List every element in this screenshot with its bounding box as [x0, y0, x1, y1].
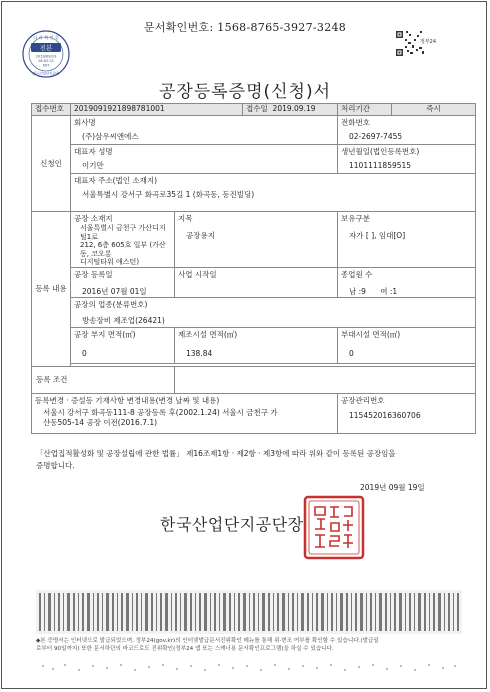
- registration-date-row: [32, 267, 476, 297]
- receipt-date-cell: [243, 104, 338, 116]
- mfg-area-label: 제조시설 면적(㎡): [178, 329, 238, 339]
- industry-label: 공장의 업종(분류번호): [74, 299, 148, 309]
- security-pattern-icon: [40, 660, 460, 674]
- seal-bottom-text: (한국산업단지공단): [32, 71, 60, 76]
- management-number-label: 공장관리번호: [341, 395, 385, 405]
- registration-section-label: 등록 내용: [32, 212, 71, 367]
- seal-code-text: KOT: [42, 63, 50, 68]
- seal-date-text: 2019/09/19: [35, 54, 57, 59]
- gov24-logo-text: 정부24: [420, 39, 437, 45]
- change-history-line: 산동505-14 공장 이전(2016.7.1): [43, 417, 158, 427]
- land-area: 0: [82, 348, 87, 358]
- official-stamp-icon: [303, 495, 365, 560]
- land-category-label: 지목: [178, 214, 193, 223]
- land-area-cell: [71, 327, 175, 363]
- representative-row: [32, 145, 476, 174]
- change-history-line: 서울시 강서구 화곡동111-8 공장등록 후(2002.1.24) 서울시 금천구 가: [43, 407, 278, 417]
- employees-cell: [338, 267, 476, 297]
- business-start-label: 사업 시작일: [178, 269, 217, 279]
- registration-date: 2016년 07월 01일: [82, 286, 147, 296]
- mfg-area-cell: [175, 327, 338, 363]
- representative-label: 대표자 성명: [74, 147, 113, 156]
- changes-label: 등록변경 · 증설등 기재사항 변경내용(변경 날짜 및 내용): [35, 395, 220, 405]
- industry-type: 방송장비 제조업(26421): [82, 315, 165, 325]
- business-start-date: [178, 280, 334, 284]
- ownership-type: 자가 [ ], 임대[O]: [349, 231, 406, 240]
- seal-time-text: 16:02:21: [37, 59, 55, 63]
- receipt-number-label: 접수번호: [32, 104, 71, 116]
- change-history: [35, 406, 334, 428]
- mfg-area: 138.84: [186, 348, 213, 358]
- document-title: 공장등록증명(신청)서: [158, 82, 332, 102]
- verification-footnote: [36, 637, 464, 653]
- employee-count: 남 :9 여 :1: [349, 286, 398, 296]
- address-label: 대표자 주소(법인 소재지): [74, 176, 158, 185]
- employees-label: 종업원 수: [341, 269, 373, 279]
- ownership-label: 보유구분: [341, 214, 370, 223]
- document-confirmation-number: 문서확인번호: 1568-8765-3927-3248: [143, 21, 347, 34]
- receipt-number: 2019091921898781001: [71, 104, 243, 116]
- land-category-cell: [175, 212, 338, 268]
- certification-line: 증명합니다.: [36, 461, 75, 470]
- registration-date-cell: [71, 267, 175, 297]
- issue-date: 2019년 09월 19일: [360, 483, 425, 492]
- changes-row: [32, 393, 476, 433]
- conditions-row: [32, 366, 476, 393]
- industry-cell: [71, 297, 476, 327]
- certification-text: [36, 448, 466, 472]
- address-row: [32, 174, 476, 212]
- factory-address-cell: [71, 212, 175, 268]
- registration-date-label: 공장 등록일: [74, 269, 113, 279]
- representative-cell: [71, 145, 338, 174]
- certification-line: 「산업집적활성화 및 공장설립에 관한 법률」 제16조제1항 · 제2항 · 제3항에 따라 위와 같이 등록된 공장임을: [36, 449, 396, 458]
- receipt-date-label: 접수일: [246, 104, 268, 113]
- receipt-date: 2019.09.19: [272, 104, 316, 113]
- factory-address-label: 공장 소재지: [74, 214, 113, 223]
- factory-address-line: 서울특별시 금천구 가산디지털1로: [80, 224, 166, 241]
- phone-label: 전화번호: [341, 118, 370, 127]
- company-name: (주)삼우씨앤에스: [82, 132, 139, 141]
- conditions-value: [175, 366, 476, 393]
- aux-area-label: 부대시설 면적(㎡): [341, 329, 401, 339]
- seal-top-text: 나 라 혁 인 증: [33, 35, 59, 40]
- land-area-label: 공장 부지 면적(㎡): [74, 329, 136, 339]
- registration-form-table: [31, 103, 476, 434]
- birth-number: 1101111859515: [349, 161, 412, 170]
- area-row: [32, 327, 476, 363]
- applicant-section-label: 신청인: [32, 116, 71, 212]
- receipt-row: [32, 104, 476, 116]
- changes-cell: [32, 393, 338, 433]
- company-row: [32, 116, 476, 145]
- industry-row: [32, 297, 476, 327]
- representative-address: 서울특별시 강서구 화곡로35길 1 (화곡동, 동진빌딩): [82, 190, 255, 199]
- birth-cell: [338, 145, 476, 174]
- phone-cell: [338, 116, 476, 145]
- gov24-qr-icon: [396, 27, 438, 69]
- aux-area-cell: [338, 327, 476, 363]
- processing-period: 즉시: [392, 104, 476, 116]
- factory-address-line: 212, 6층 605호 일부 (가산동, 코오롱: [80, 241, 166, 258]
- authenticity-seal-icon: [22, 30, 70, 78]
- verification-barcode-icon: [36, 590, 462, 634]
- address-cell: [71, 174, 476, 212]
- processing-period-label: 처리기간: [338, 104, 392, 116]
- conditions-label: 등록 조건: [32, 366, 175, 393]
- footnote-line: ◆본 증명서는 인터넷으로 발급되었으며, 정부24(gov.kr)의 인터넷발급문서진위확인 메뉴를 통해 위·변조 여부를 확인할 수 있습니다.(발급일: [36, 638, 379, 644]
- seal-badge-text: 진본: [39, 44, 53, 53]
- birth-number-label: 생년월일(법인등록번호): [341, 147, 420, 156]
- company-name-label: 회사명: [74, 118, 96, 127]
- factory-location-row: [32, 212, 476, 268]
- management-number-cell: [338, 393, 476, 433]
- aux-area: 0: [349, 348, 354, 358]
- factory-address-line: 디지털타워 애스턴): [80, 258, 140, 266]
- factory-address: [74, 224, 171, 267]
- footnote-line: 로부터 90일까지) 또한 문서하단의 바코드로도 진위확인(정부24 앱 또는 스캐너용 문서확인프로그램)을 하실 수 있습니다.: [36, 646, 334, 652]
- representative-name: 이기만: [82, 161, 104, 170]
- issuer-name: 한국산업단지공단장: [160, 515, 304, 534]
- ownership-cell: [338, 212, 476, 268]
- company-cell: [71, 116, 338, 145]
- business-start-cell: [175, 267, 338, 297]
- land-category: 공장용지: [186, 231, 215, 240]
- phone-number: 02-2697-7455: [349, 132, 403, 141]
- management-number: 115452016360706: [349, 410, 421, 420]
